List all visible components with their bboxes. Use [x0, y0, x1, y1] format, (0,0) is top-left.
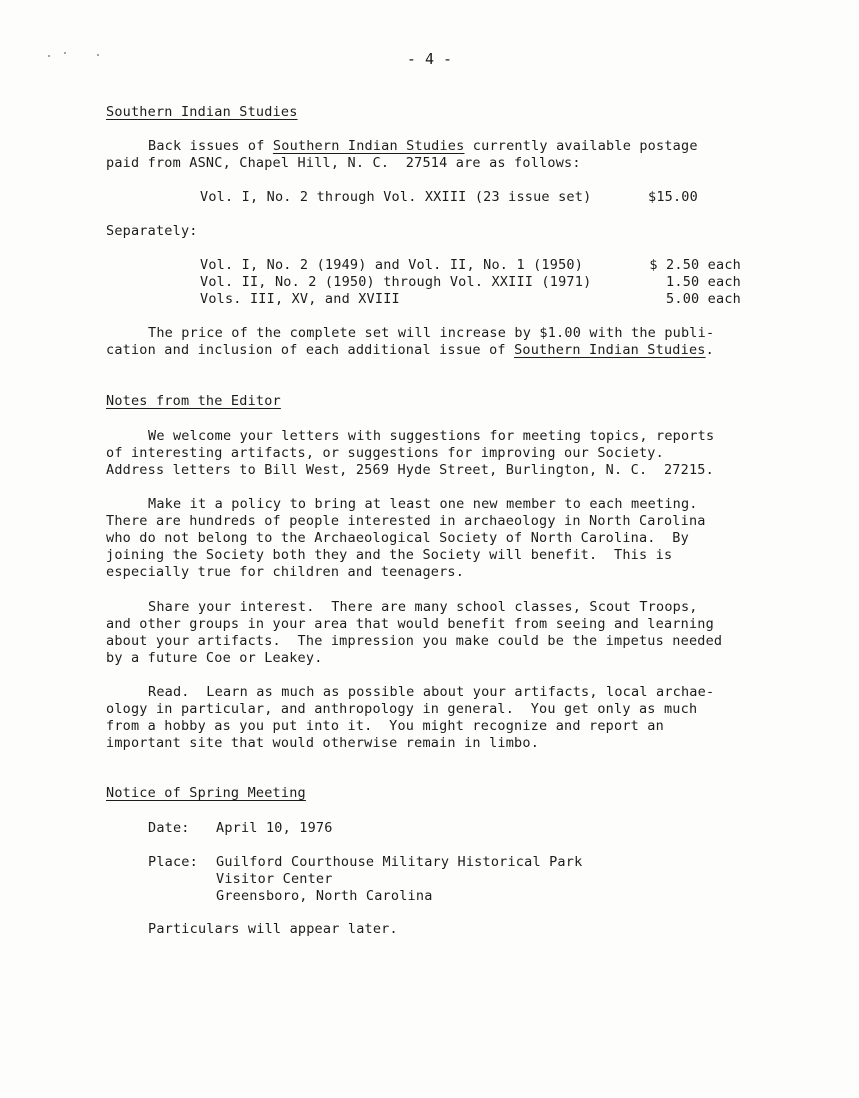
meeting-place-line: Visitor Center: [216, 871, 333, 887]
meeting-date-value: April 10, 1976: [216, 820, 333, 836]
separate-item-label: Vol. I, No. 2 (1949) and Vol. II, No. 1 (1950): [200, 257, 584, 273]
section-heading-southern-indian-studies: Southern Indian Studies: [106, 104, 298, 120]
separate-item-label: Vols. III, XV, and XVIII: [200, 291, 400, 307]
separate-item-price: $ 2.50 each: [649, 257, 741, 273]
price-note-line-1: The price of the complete set will increase by $1.00 with the publi-: [148, 325, 715, 341]
set-offer-price: $15.00: [648, 189, 698, 205]
section-heading-notes-from-editor: Notes from the Editor: [106, 393, 281, 409]
separate-item-price: 5.00 each: [666, 291, 741, 307]
paragraph-line: Share your interest. There are many school classes, Scout Troops,: [148, 599, 698, 615]
paragraph-line: who do not belong to the Archaeological Society of North Carolina. By: [106, 530, 689, 546]
paragraph-line: We welcome your letters with suggestions for meeting topics, reports: [148, 428, 715, 444]
paragraph-line: about your artifacts. The impression you make could be the impetus needed: [106, 633, 723, 649]
separate-item-label: Vol. II, No. 2 (1950) through Vol. XXIII (1971): [200, 274, 592, 290]
intro-line-1: Back issues of Southern Indian Studies currently available postage: [148, 138, 698, 154]
paragraph-line: from a hobby as you put into it. You might recognize and report an: [106, 718, 664, 734]
paragraph-line: important site that would otherwise remain in limbo.: [106, 735, 540, 751]
paragraph-line: Read. Learn as much as possible about your artifacts, local archae-: [148, 684, 715, 700]
paragraph-line: by a future Coe or Leakey.: [106, 650, 323, 666]
section-heading-spring-meeting: Notice of Spring Meeting: [106, 785, 306, 801]
paragraph-line: especially true for children and teenagers.: [106, 564, 465, 580]
paragraph-line: ology in particular, and anthropology in general. You get only as much: [106, 701, 698, 717]
paragraph-line: and other groups in your area that would benefit from seeing and learning: [106, 616, 714, 632]
paragraph-line: Address letters to Bill West, 2569 Hyde Street, Burlington, N. C. 27215.: [106, 462, 714, 478]
paragraph-line: joining the Society both they and the Society will benefit. This is: [106, 547, 673, 563]
meeting-place-line: Guilford Courthouse Military Historical Park: [216, 854, 583, 870]
price-note-line-2: cation and inclusion of each additional issue of Southern Indian Studies.: [106, 342, 714, 358]
separate-item-price: 1.50 each: [666, 274, 741, 290]
separately-label: Separately:: [106, 223, 198, 239]
publication-title: Southern Indian Studies: [272, 138, 465, 154]
paragraph-line: of interesting artifacts, or suggestions for improving our Society.: [106, 445, 664, 461]
meeting-closing-note: Particulars will appear later.: [148, 921, 398, 937]
paragraph-line: There are hundreds of people interested in archaeology in North Carolina: [106, 513, 706, 529]
publication-title: Southern Indian Studies: [514, 342, 706, 358]
intro-line-2: paid from ASNC, Chapel Hill, N. C. 27514 are as follows:: [106, 155, 581, 171]
paragraph-line: Make it a policy to bring at least one new member to each meeting.: [148, 496, 698, 512]
meeting-place-label: Place:: [148, 854, 198, 870]
meeting-date-label: Date:: [148, 820, 190, 836]
meeting-place-line: Greensboro, North Carolina: [216, 888, 433, 904]
set-offer-label: Vol. I, No. 2 through Vol. XXIII (23 issue set): [200, 189, 592, 205]
page-number: - 4 -: [406, 50, 453, 68]
